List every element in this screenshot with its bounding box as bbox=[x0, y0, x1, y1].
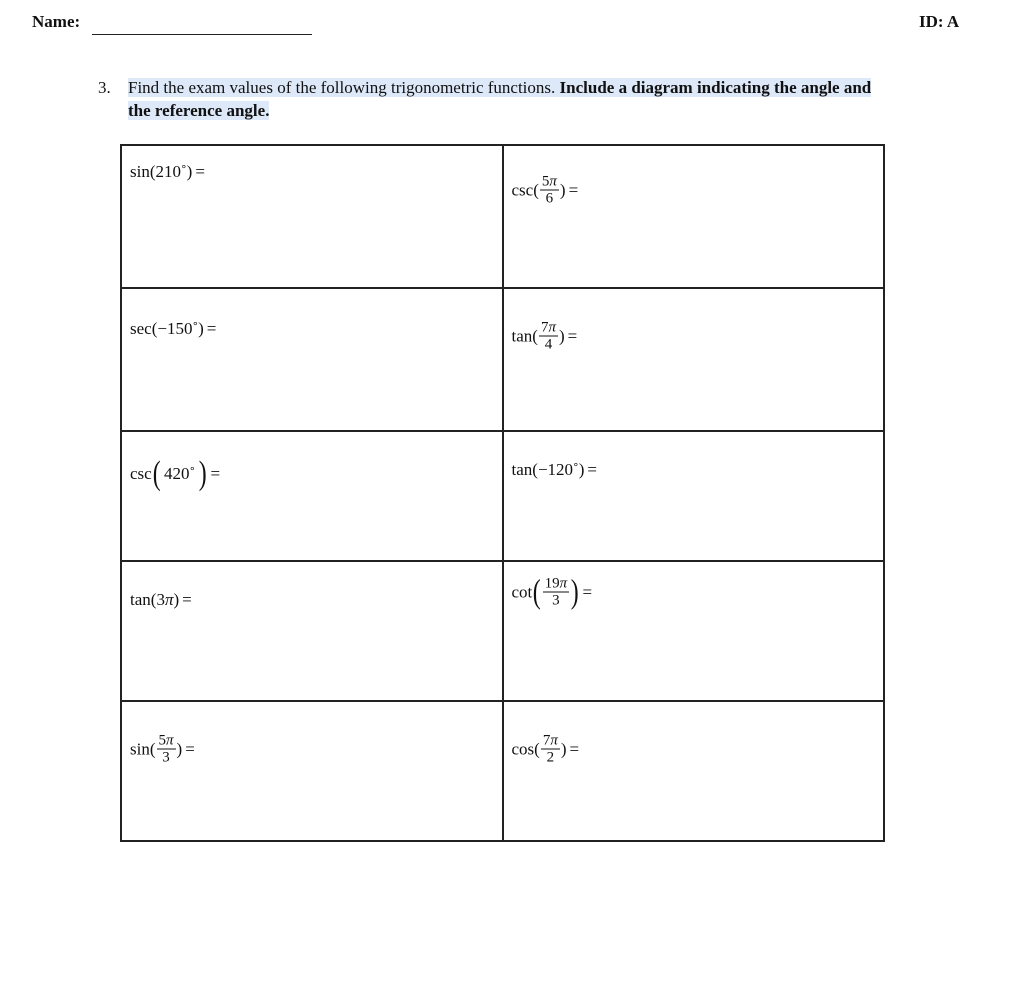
question-bold-2: the reference angle. bbox=[128, 101, 270, 120]
name-label: Name: bbox=[32, 12, 81, 31]
problem-expression: sin (210˚) = bbox=[130, 162, 205, 181]
problem-expression: csc ( 420˚ ) = bbox=[130, 455, 221, 492]
name-field-line[interactable] bbox=[92, 34, 312, 35]
problem-cell[interactable] bbox=[121, 431, 503, 561]
problem-expression: sec (−150˚) = bbox=[130, 319, 217, 338]
question-text bbox=[128, 76, 1008, 122]
fraction: $\frac{5\pi}{3}$ bbox=[158, 732, 174, 766]
problem-cell[interactable] bbox=[503, 145, 885, 288]
question-bold-1: Include a diagram indicating the angle and bbox=[559, 78, 872, 97]
id-label: ID: A bbox=[919, 12, 960, 31]
problems-table bbox=[120, 144, 885, 842]
problem-expression: tan ( $\frac{7\pi}{4}$ ) = bbox=[511, 319, 578, 353]
problem-cell[interactable] bbox=[121, 561, 503, 701]
problem-expression: tan (−120˚) = bbox=[511, 460, 597, 479]
problem-expression: tan (3 π ) = bbox=[130, 590, 192, 609]
problem-cell[interactable] bbox=[503, 431, 885, 561]
fraction: $\frac{19\pi}{3}$ bbox=[544, 575, 568, 609]
problem-cell[interactable] bbox=[121, 701, 503, 841]
problem-cell[interactable] bbox=[503, 701, 885, 841]
problem-expression: cos ( $\frac{7\pi}{2}$ ) = bbox=[511, 732, 580, 766]
question-instruction: Find the exam values of the following trigonometric functions. bbox=[128, 78, 556, 97]
problem-cell[interactable] bbox=[121, 145, 503, 288]
problem-cell[interactable] bbox=[121, 288, 503, 431]
problem-expression: csc ( $\frac{5\pi}{6}$ ) = bbox=[511, 173, 579, 207]
problem-expression: sin ( $\frac{5\pi}{3}$ ) = bbox=[130, 732, 195, 766]
fraction: $\frac{7\pi}{4}$ bbox=[540, 319, 556, 353]
fraction: $\frac{7\pi}{2}$ bbox=[542, 732, 558, 766]
problem-expression: cot ( $\frac{19\pi}{3}$ ) = bbox=[511, 573, 593, 610]
fraction: $\frac{5\pi}{6}$ bbox=[541, 173, 557, 207]
problem-cell[interactable] bbox=[503, 561, 885, 701]
question-number: 3. bbox=[98, 78, 111, 97]
problem-cell[interactable] bbox=[503, 288, 885, 431]
